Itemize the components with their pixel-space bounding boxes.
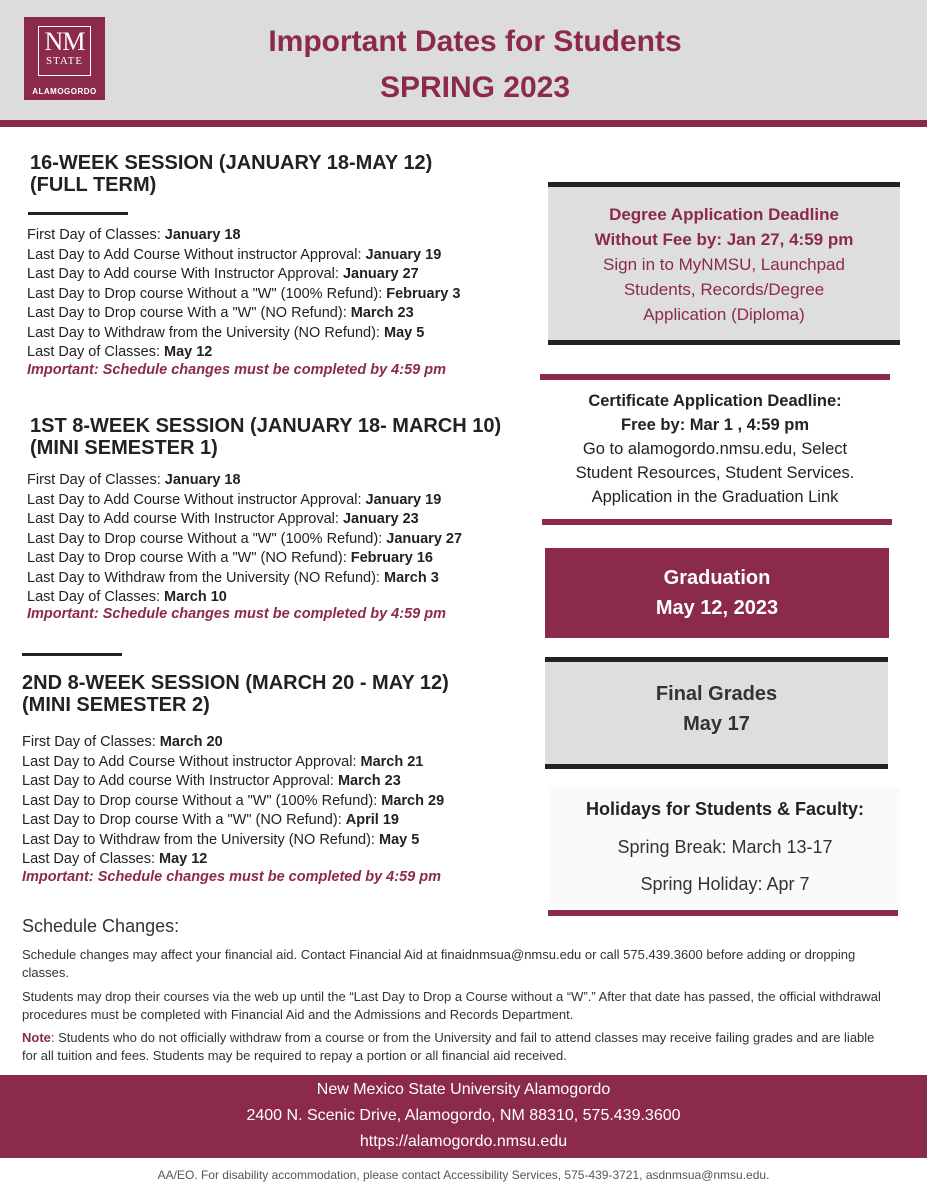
certificate-box-bottom-bar [542, 519, 892, 525]
date-line: Last Day to Withdraw from the University (NO Refund): March 3 [27, 569, 439, 586]
logo-state-text: STATE [45, 55, 84, 67]
degree-box-title: Degree Application Deadline [609, 205, 839, 224]
holiday-item: Spring Holiday: Apr 7 [640, 874, 810, 894]
degree-box-body-line: Sign in to MyNMSU, Launchpad [603, 255, 845, 274]
final-grades-box [545, 662, 888, 764]
session-1-title-line1: 16-WEEK SESSION (JANUARY 18-MAY 12) [30, 152, 433, 174]
date-line: Last Day to Drop course Without a "W" (100% Refund): February 3 [27, 285, 461, 302]
session-3-title-line2: (MINI SEMESTER 2) [22, 694, 210, 716]
holidays-box [550, 787, 900, 908]
session-1-title [30, 152, 432, 196]
session-2-important: Important: Schedule changes must be completed by 4:59 pm [27, 606, 446, 622]
degree-box-body-line: Students, Records/Degree [623, 280, 825, 299]
certificate-deadline-box [540, 389, 890, 513]
date-line: Last Day to Withdraw from the University (NO Refund): May 5 [22, 831, 420, 848]
footer-url[interactable]: https://alamogordo.nmsu.edu [359, 1133, 568, 1150]
date-line: Last Day to Drop course With a "W" (NO Refund): February 16 [27, 550, 433, 566]
degree-deadline-box [548, 187, 900, 340]
date-line: First Day of Classes: January 18 [27, 472, 241, 488]
schedule-changes-para1: Schedule changes may affect your financial aid. Contact Financial Aid at finaidnmsua@nmsu.edu or call 575.439.3600 before adding or dropping classes. [22, 947, 856, 980]
graduation-title: Graduation [663, 567, 771, 589]
note-label: Note [22, 1030, 51, 1045]
footer-institution: New Mexico State University Alamogordo [316, 1081, 611, 1098]
graduation-date: May 12, 2023 [655, 597, 779, 619]
date-line: First Day of Classes: March 20 [22, 734, 223, 750]
degree-box-body-line: Application (Diploma) [643, 305, 805, 324]
date-line: Last Day to Drop course Without a "W" (100% Refund): January 27 [27, 530, 463, 547]
page-title: Important Dates for Students [268, 25, 682, 58]
footer-address: 2400 N. Scenic Drive, Alamogordo, NM 88310, 575.439.3600 [246, 1107, 681, 1124]
session-2-title-line2: (MINI SEMESTER 1) [30, 437, 218, 459]
schedule-changes-para2: Students may drop their courses via the web up until the “Last Day to Drop a Course without a “W”.” After that date has passed, the official withdrawal procedures must be completed with Financial Aid and the Admissions and Records Department. [22, 989, 881, 1022]
final-grades-title: Final Grades [655, 683, 778, 705]
date-line: First Day of Classes: January 18 [27, 227, 241, 243]
date-line: Last Day of Classes: March 10 [27, 589, 227, 605]
final-grades-bottom-bar [545, 764, 888, 769]
date-line: Last Day to Drop course Without a "W" (100% Refund): March 29 [22, 792, 445, 809]
session-3-title-line1: 2ND 8-WEEK SESSION (MARCH 20 - MAY 12) [22, 672, 449, 694]
session-2-title-line1: 1ST 8-WEEK SESSION (JANUARY 18- MARCH 10) [30, 415, 502, 437]
session-3-title [22, 672, 449, 716]
holiday-item: Spring Break: March 13-17 [617, 837, 833, 857]
footer-band [0, 1075, 927, 1158]
logo-nm-text: NM [44, 27, 85, 56]
graduation-box [545, 548, 889, 638]
date-line: Last Day of Classes: May 12 [22, 851, 208, 867]
certificate-box-deadline: Free by: Mar 1 , 4:59 pm [621, 416, 809, 434]
certificate-box-body-line: Application in the Graduation Link [591, 488, 839, 506]
logo-frame [38, 26, 91, 76]
date-line: Last Day to Drop course With a "W" (NO Refund): March 23 [27, 305, 414, 321]
session-2-dates [27, 471, 462, 608]
date-line: Last Day to Drop course With a "W" (NO Refund): April 19 [22, 812, 399, 828]
note-text: : Students who do not officially withdraw from a course or from the University and fail to attend classes may receive failing grades and are liable for all tuition and fees. Students may be required to repay a portion or all financial aid received. [22, 1030, 875, 1063]
date-line: Last Day to Add course With Instructor Approval: January 23 [27, 511, 419, 527]
session-1-dates [27, 226, 460, 363]
certificate-box-body-line: Student Resources, Student Services. [575, 464, 855, 482]
date-line: Last Day to Add course With Instructor Approval: January 27 [27, 266, 419, 282]
date-line: Last Day to Add Course Without instructor Approval: March 21 [22, 753, 424, 770]
date-line: Last Day to Add Course Without instructor Approval: January 19 [27, 491, 442, 508]
session-3-dates [22, 733, 444, 870]
holidays-title: Holidays for Students & Faculty: [585, 799, 865, 819]
session-3-rule [22, 653, 122, 656]
certificate-box-top-bar [540, 374, 890, 380]
final-grades-date: May 17 [683, 713, 750, 735]
certificate-box-body-line: Go to alamogordo.nmsu.edu, Select [582, 440, 848, 458]
nm-state-logo [24, 17, 105, 100]
holidays-bottom-bar [548, 910, 898, 916]
session-1-title-line2: (FULL TERM) [30, 174, 157, 196]
date-line: Last Day to Add Course Without instructor Approval: January 19 [27, 246, 442, 263]
session-2-title [30, 415, 501, 459]
page-subtitle: SPRING 2023 [379, 71, 571, 104]
schedule-changes-note [22, 1029, 892, 1065]
date-line: Last Day to Add course With Instructor Approval: March 23 [22, 773, 401, 789]
session-1-rule [28, 212, 128, 215]
certificate-box-title: Certificate Application Deadline: [588, 392, 842, 410]
disclaimer: AA/EO. For disability accommodation, please contact Accessibility Services, 575-439-3721, asdnmsua@nmsu.edu. [157, 1168, 770, 1182]
header-divider [0, 120, 927, 127]
logo-campus-text: ALAMOGORDO [32, 87, 97, 96]
degree-box-bottom-bar [548, 340, 900, 345]
degree-box-deadline: Without Fee by: Jan 27, 4:59 pm [594, 230, 854, 249]
session-1-important: Important: Schedule changes must be completed by 4:59 pm [27, 362, 446, 378]
session-3-important: Important: Schedule changes must be completed by 4:59 pm [22, 869, 441, 885]
date-line: Last Day of Classes: May 12 [27, 344, 213, 360]
schedule-changes-heading: Schedule Changes: [22, 916, 180, 936]
date-line: Last Day to Withdraw from the University (NO Refund): May 5 [27, 324, 425, 341]
